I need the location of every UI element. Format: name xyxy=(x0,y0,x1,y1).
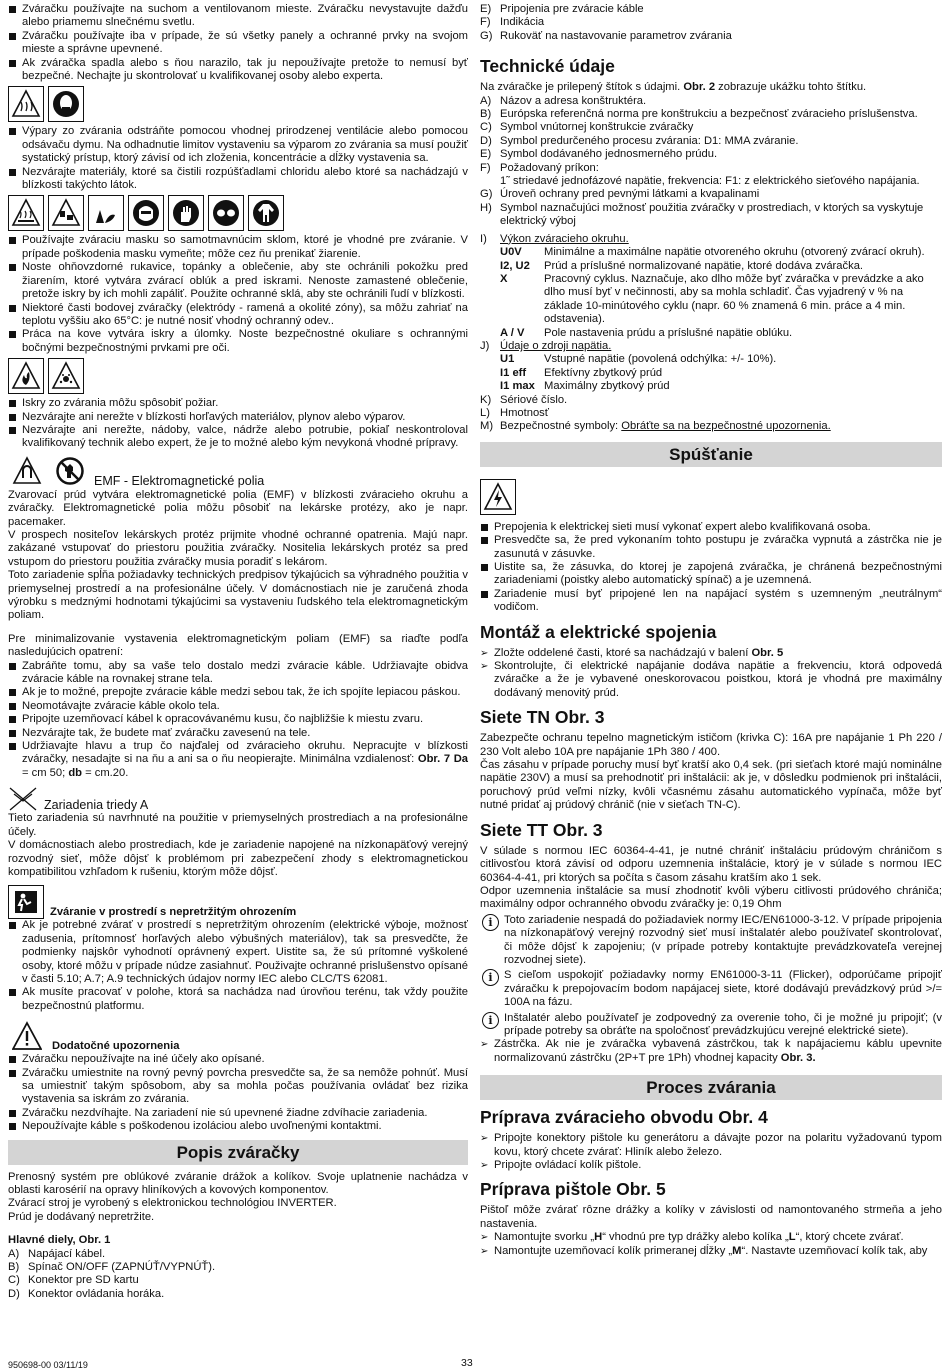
corrosive-warning-icon xyxy=(48,195,84,231)
list-text: Symbol vnútornej konštrukcie zváračky xyxy=(500,121,694,134)
list-text: Konektor ovládania horáka. xyxy=(28,1287,165,1300)
emf-heading xyxy=(8,453,468,489)
list-key: F) xyxy=(480,16,491,29)
respirator-mask-icon xyxy=(48,86,84,122)
spec-term: I2, U2 xyxy=(500,259,530,272)
bullet-item: Nezvárajte ani nerežte v blízkosti horľavých materiálov, plynov alebo výparov. xyxy=(8,411,468,424)
section-heading-montaz: Montáž a elektrické spojenia xyxy=(480,621,717,642)
spec-term: I1 max xyxy=(500,380,535,393)
section-heading-tech: Technické údaje xyxy=(480,56,615,77)
bullet-item: Prepojenia k elektrickej sieti musí vykonať expert alebo kvalifikovaná osoba. xyxy=(480,521,942,534)
list-key: M) xyxy=(480,420,494,433)
paragraph: Zvarovací prúd vytvára elektromagnetické polia (EMF) v blízkosti zváracieho okruhu a zváračky. Elektromagnetické polia môžu pôsobiť na lekárske protézy, ako je napr. pacemaker. xyxy=(8,488,468,528)
list-key: D) xyxy=(480,134,492,147)
right-column xyxy=(480,3,942,1258)
arrow-item: ➢ Skontrolujte, či elektrické napájanie dodáva napätie a frekvenciu, ktorá odpovedá zváračke a že je vybavené oneskorovacou poistkou, ktorá je vhodná pre maximálny dodávaný menovitý prúd. xyxy=(480,660,942,700)
figure-ref: Obr. 3. xyxy=(780,1051,816,1064)
list-key: C) xyxy=(8,1274,20,1287)
arrow-item xyxy=(480,1038,942,1065)
input-spec-table xyxy=(480,353,942,393)
paragraph: Pre minimalizovanie vystavenia elektromagnetickým poliam (EMF) sa riaďte podľa nasledujúcich opatrení: xyxy=(8,632,468,659)
paragraph: Toto zariadenie spĺňa požiadavky technických predpisov týkajúcich sa výhradného použitia v priemyselnej prostredí a na profesionálne účely. V domácnostiach nie je zaručená zhoda výrobku s medznými hodnotami týkajúcimi sa vystaveniu ľudského tela elektromagnetickým poliam. xyxy=(8,569,468,622)
list-text: Spínač ON/OFF (ZAPNÚŤ/VYPNÚŤ). xyxy=(28,1261,216,1274)
arrow-item: ➢ Pripojte ovládací kolík pištole. xyxy=(480,1159,942,1172)
general-warning-icon xyxy=(8,1019,46,1053)
figure-ref: Obr. 7 xyxy=(417,753,451,766)
bullet-item: Niektoré časti bodovej zváračky (elektródy - ramená a okolité zóny), sa môžu zahriať na teplotu vyššiu ako 65°C: je nutné nosiť vhodný ochranný odev.. xyxy=(8,302,468,329)
text: Namontujte svorku „ xyxy=(494,1231,595,1244)
info-icon: i xyxy=(482,969,499,986)
list-text: Symbol dodávaného jednosmerného prúdu. xyxy=(500,148,718,161)
list-key: B) xyxy=(8,1261,20,1274)
spec-desc: Prúd a príslušné normalizované napätie, ktoré dodáva zváračka. xyxy=(544,259,864,272)
figure-ref: Obr. 2 xyxy=(683,81,716,94)
list-key: L) xyxy=(480,406,490,419)
list-text: Napájací kábel. xyxy=(28,1247,106,1260)
gloves-icon xyxy=(168,195,204,231)
text: Namontujte uzemňovací kolík primeranej dĺžky „ xyxy=(494,1244,733,1257)
text: “, ktorý chcete zvárať. xyxy=(795,1231,904,1244)
bullet-item: Ak zváračka spadla alebo s ňou narazilo, tak ju nepoužívajte pretože to nemusí byť bezpečné. Nechajte ju skontrolovať u kvalifikovanej osoby alebo experta. xyxy=(8,57,468,84)
info-text: S cieľom uspokojiť požiadavky normy EN61000-3-11 (Flicker), odporúčame pripojiť zváračku k prepojovacím bodom napájacej siete, ktoré dodávajú prevádzkový prúd >/= 100A na fázu. xyxy=(504,969,942,1009)
list-item xyxy=(8,1288,468,1301)
bullet-item: Pripojte uzemňovací kábel k opracovávanému kusu, čo najbližšie k miestu zvaru. xyxy=(8,713,468,726)
document-code: 950698-00 03/11/19 xyxy=(8,1360,88,1370)
list-key: H) xyxy=(480,201,492,214)
info-note xyxy=(480,914,942,968)
spec-desc: Maximálny zbytkový prúd xyxy=(544,380,670,393)
protective-clothing-icon xyxy=(248,195,284,231)
list-text: Bezpečnostné symboly: xyxy=(500,420,622,433)
list-detail: 1˜ striedavé jednofázové napätie, frekvencia: F1: z elektrického sieťového napájania. xyxy=(500,175,920,188)
paragraph: V prospech nositeľov lekárskych protéz prijmite vhodné ochranné opatrenia. Majú napr. zakázané vstupovať do priestoru použitia zváračky. Nositelia lekárskych protéz sa pred vstupom do priestoru použitia zváračky musia poradiť s lekárom. xyxy=(8,528,468,568)
text: Na zváračke je prilepený štítok s údajmi. xyxy=(480,81,684,94)
list-key: E) xyxy=(480,3,492,15)
list-item xyxy=(480,95,942,108)
list-key: K) xyxy=(480,393,492,406)
bullet-item: Iskry zo zvárania môžu spôsobiť požiar. xyxy=(8,397,468,410)
magnetic-field-warning-icon xyxy=(8,453,46,489)
parts-title: Hlavné diely, Obr. 1 xyxy=(8,1234,111,1247)
bold-term: H xyxy=(594,1231,603,1244)
section-banner-proces: Proces zvárania xyxy=(480,1075,942,1100)
spec-term: A / V xyxy=(500,326,525,339)
environment-hazard-icon xyxy=(88,195,124,231)
section-heading-priprava-okruh: Príprava zváracieho obvodu Obr. 4 xyxy=(480,1107,768,1128)
list-item xyxy=(480,3,942,16)
spec-desc: Vstupné napätie (povolená odchýlka: +/- 10%). xyxy=(544,353,777,366)
list-item xyxy=(480,121,942,134)
list-text: Požadovaný príkon: xyxy=(500,161,599,174)
section-banner-popis: Popis zváračky xyxy=(8,1140,468,1165)
info-icon: i xyxy=(482,1012,499,1029)
bullet-item: Nezvárajte ani nerežte, nádoby, valce, nádrže alebo potrubie, pokiaľ neskontroloval kvalifikovaný technik alebo expert, že je to možné alebo kým nevykoná vhodné prípravy. xyxy=(8,424,468,451)
list-text: Výkon zváracieho okruhu. xyxy=(500,232,629,245)
class-a-title: Zariadenia triedy A xyxy=(44,797,149,812)
text: “ vhodnú pre typ drážky alebo kolíka „ xyxy=(602,1231,789,1244)
text: Zástrčka. Ak nie je zváračka vybavená zástrčkou, tak k napájaciemu káblu upevnite normalizovanú zástrčku (2P+T pre 1Ph) vhodnej kapacity xyxy=(494,1038,942,1064)
bullet-item: Zváračku umiestnite na rovný pevný povrcha presvedčte sa, že sa nemôže pohnúť. Musí sa umiestniť takým spôsobom, aby sa mohla počas používania ovládať bez rizika vystavenia sa iskrám zo zvárania. xyxy=(8,1067,468,1107)
list-item xyxy=(480,188,942,201)
bullet-text: Udržiavajte hlavu a trup čo najďalej od zváracieho okruhu. Nepracujte v blízkosti zváračky, nesadajte si na ňu a ani sa o ňu neopierajte. Minimálna vzdialenosť: xyxy=(22,740,468,766)
shock-title: Zváranie v prostredí s nepretržitým ohrozením xyxy=(50,905,297,918)
spec-desc: Pole nastavenia prúdu a príslušné napätie oblúku. xyxy=(544,326,793,339)
bullet-item: Ak je to možné, prepojte zváracie káble medzi sebou tak, že ich spojíte lepiacou páskou. xyxy=(8,686,468,699)
figure-ref: Obr. 5 xyxy=(751,646,784,659)
list-text: Hmotnosť xyxy=(500,406,549,419)
list-text: Symbol naznačujúci možnosť použitia zváračky v prostrediach, v ktorých sa vyskytuje elektrický výboj xyxy=(500,201,924,228)
list-text: Symbol predurčeného procesu zvárania: D1: MMA zváranie. xyxy=(500,134,799,147)
bullet-item: Ak je potrebné zvárať v prostredí s nepretržitým ohrozením (elektrické výboje, možnosť zadusenia, prítomnosť horľavých alebo výbušných materiálov), tak sa presvedčte, že podmienky najskôr vyhodnotí oprávnený expert. Uistite sa, že sú prítomné vyškolené osoby, ktoré môžu v prípade núdze zasiahnuť. Použivajte ochranné prislušenstvo opísané v časti 5.10; A.7; A.9 technických údajov normy IEC alebo CLC/TS 62081. xyxy=(8,919,468,986)
list-item xyxy=(480,420,942,433)
list-item xyxy=(8,1261,468,1274)
bullet-item: Používajte zváraciu masku so samotmavnúcim sklom, ktoré je vhodné pre zváranie. V prípade poškodenia masku vymeňte; môže cez ňu prenikať žiarenie. xyxy=(8,234,468,261)
list-item xyxy=(480,16,942,29)
bullet-item: Zariadenie musí byť pripojené len na napájací systém s uzemneným „neutrálnym“ vodičom. xyxy=(480,588,942,615)
bullet-item: Ak musíte pracovať v polohe, ktorá sa nachádza nad úrovňou terénu, tak vždy použite bezpečnostnú platformu. xyxy=(8,986,468,1013)
list-item xyxy=(480,202,942,229)
paragraph: Pištoľ môže zvárať rôzne drážky a kolíky v závislosti od namontovaného strmeňa a jeho nastavenia. xyxy=(480,1204,942,1230)
bullet-item: Zváračku používajte iba v prípade, že sú všetky panely a ochranné prvky na svojom mieste a správne upevnené. xyxy=(8,30,468,57)
section-heading-tn: Siete TN Obr. 3 xyxy=(480,707,605,728)
extra-warnings-heading xyxy=(8,1019,468,1053)
bullet-text: = cm.20. xyxy=(82,766,129,779)
list-item xyxy=(480,108,942,121)
list-key: B) xyxy=(480,108,492,121)
spec-term: I1 eff xyxy=(500,366,527,379)
spec-desc: Efektívny zbytkový prúd xyxy=(544,366,663,379)
emf-title: EMF - Elektromagnetické polia xyxy=(94,474,265,489)
paragraph xyxy=(480,81,942,94)
fire-warning-icons xyxy=(8,358,468,394)
electric-hazard-warning-icon xyxy=(480,479,516,515)
list-key: I) xyxy=(480,232,487,245)
list-text: Údaje o zdroji napätia. xyxy=(500,339,612,352)
no-pacemaker-icon xyxy=(52,453,88,489)
bullet-item: Presvedčte sa, že pred vykonaním tohto postupu je zváračka vypnutá a zástrčka nie je zasunutá v zásuvke. xyxy=(480,534,942,561)
list-key: C) xyxy=(480,121,492,134)
list-text: Sériové číslo. xyxy=(500,393,568,406)
paragraph: V súlade s normou IEC 60364-4-41, je nutné chrániť inštaláciu prúdovým chráničom s citlivosťou ktorá závisí od odporu uzemnenia inštalácie, ktorý je v súlade s normou IEC 60364-4-41, pri ktorých sa počíta s časom zásahu kratším ako 1 sek. xyxy=(480,844,942,884)
list-text: Úroveň ochrany pred pevnými látkami a kvapalinami xyxy=(500,188,760,201)
ppe-icons xyxy=(8,195,468,231)
list-item xyxy=(480,233,942,246)
spec-term: U0V xyxy=(500,246,522,259)
page-number: 33 xyxy=(461,1357,473,1369)
list-item xyxy=(480,148,942,161)
bullet-item: Neomotávajte zváracie káble okolo tela. xyxy=(8,700,468,713)
info-note xyxy=(480,1012,942,1039)
hot-surface-warning-icon xyxy=(8,195,44,231)
bullet-item: Zváračku používajte na suchom a ventilovanom mieste. Zváračku nevystavujte dažďu alebo priamemu slnečnému svetlu. xyxy=(8,3,468,30)
bullet-text: = cm 50; xyxy=(22,766,69,779)
bold-term: L xyxy=(788,1231,796,1244)
bold-term: Da xyxy=(453,753,469,766)
list-text: Európska referenčná norma pre konštrukciu a bezpečnosť zváracieho príslušenstva. xyxy=(500,108,918,121)
section-banner-spustanie: Spúšťanie xyxy=(480,442,942,467)
list-text: Konektor pre SD kartu xyxy=(28,1274,139,1287)
paragraph: Zabezpečte ochranu tepelno magnetickým ističom (krivka C): 16A pre napájanie 1 Ph 220 / 230 Volt alebo 10A pre napájanie 1Ph 380 / 400. xyxy=(480,732,942,758)
paragraph: V domácnostiach alebo prostrediach, kde je zariadenie napojené na nízkonapäťový verejný rozvodný sieť, môže dôjsť k problémom pri zabezpečení zhody s elektromagnetickou kompatibilitou vzhľadom k rušeniu, ktorým môže dôjsť. xyxy=(8,839,468,878)
shock-heading xyxy=(8,885,468,919)
arrow-item xyxy=(480,1245,942,1258)
list-text: Rukoväť na nastavovanie parametrov zvárania xyxy=(500,29,732,42)
explosion-hazard-icon xyxy=(48,358,84,394)
arrow-item: ➢ Pripojte konektory pištole ku generátoru a dávajte pozor na polaritu vyžadovanú typom kovu, ktorý chcete zvárať: Hliník alebo železo. xyxy=(480,1132,942,1159)
text: Zložte oddelené časti, ktoré sa nachádzajú v balení xyxy=(494,646,752,659)
safety-goggles-icon xyxy=(208,195,244,231)
list-key: G) xyxy=(480,29,493,42)
paragraph: Čas zásahu v prípade poruchy musí byť kratší ako 0,4 sek. (pri sieťach ktoré majú nominálne napätie 230V) a musí sa prehodnotiť pri inštalácii: ak je, v dôsledku podmienok pri inštalácii, poruchový prúd veľmi nízky, kvôli včasnému zásahu automatického vypínača, môže byť nutné pridať aj prúdový chránič (nie v sieťach TN-C). xyxy=(480,759,942,812)
paragraph: Tieto zariadenia sú navrhnuté na použitie v priemyselných prostrediach a na profesionálne účely. xyxy=(8,812,468,838)
bullet-item: Noste ohňovzdorné rukavice, topánky a oblečenie, aby ste ochránili pokožku pred žiarením, ktoré vytvára zvárací oblúk a pred iskrami. Nenoste zamastené oblečenie, pretože iskry by ich mohli zapáliť. Použite ochranné sklá, aby ste ochránili ľudí v blízkosti. xyxy=(8,261,468,301)
paragraph: Zvárací stroj je vyrobený s elektronickou technológiou INVERTER. xyxy=(8,1197,337,1210)
spec-desc: Pracovný cyklus. Naznačuje, ako dlho môže byť zváračka v prevádzke a ako dlho musí byť v nečinnosti, aby sa mohla schladiť. Čas vyjadrený v % na základe 10-minútového cyklu (napr. 60 % znamená 6 min. práce a 4 min. odstavenia). xyxy=(544,272,924,326)
info-text: Toto zariadenie nespadá do požiadaviek normy IEC/EN61000-3-12. V prípade pripojenia na nízkonapäťový verejný rozvodný sieť musí inštalatér alebo používateľ skontrolovať, či môže dôjsť k zapojeniu; (v prípade potreby kontaktujte prevádzkovateľa verejnej rozvodnej siete). xyxy=(504,913,942,966)
bullet-item: Nezvárajte materiály, ktoré sa čistili rozpúšťadlami chloridu alebo ktoré sa nachádzajú v blízkosti takýchto látok. xyxy=(8,166,468,193)
bullet-item: Zváračku nezdvíhajte. Na zariadení nie sú upevnené žiadne zdvíhacie zariadenia. xyxy=(8,1107,468,1120)
bullet-item: Nepoužívajte káble s poškodenou izoláciou alebo uvoľnenými kontaktmi. xyxy=(8,1120,468,1133)
spec-term: U1 xyxy=(500,353,515,366)
bullet-item: Zabráňte tomu, aby sa vaše telo dostalo medzi zváracie káble. Udržiavajte obidva zváracie káble na rovnakej strane tela. xyxy=(8,660,468,687)
welding-helmet-icon xyxy=(128,195,164,231)
list-key: G) xyxy=(480,188,493,201)
arrow-item xyxy=(480,1231,942,1244)
list-key: F) xyxy=(480,161,491,174)
list-item xyxy=(8,1248,468,1261)
bold-term: M xyxy=(732,1244,742,1257)
list-item xyxy=(480,30,942,43)
bullet-item: Výpary zo zvárania odstráňte pomocou vhodnej prirodzenej ventilácie alebo pomocou odsávaču dymu. Na odhadnutie limitov vystaveniu sa výparom zo zvárania sa musí použiť systatický prístup, ktorý závisí od ich zloženia, koncentrácie a dĺžky vystavenia sa. xyxy=(8,125,468,165)
toxic-fumes-warning-icon xyxy=(8,86,44,122)
info-text: Inštalatér alebo používateľ je zodpovedný za overenie toho, či je možné ju pripojiť; (v prípade potreby sa obráťte na spoločnosť prevádzkujúcu verejné elektrické siete). xyxy=(504,1011,942,1037)
arrow-item xyxy=(480,647,942,660)
list-key: D) xyxy=(8,1287,20,1300)
list-key: A) xyxy=(480,94,492,107)
list-text: Pripojenia pre zváracie káble xyxy=(500,3,644,15)
class-a-heading xyxy=(8,786,468,812)
list-item xyxy=(480,407,942,420)
list-item xyxy=(480,340,942,353)
bullet-item: Zváračku nepoužívajte na iné účely ako opísané. xyxy=(8,1053,468,1066)
electric-shock-hazard-icon xyxy=(8,885,44,919)
section-heading-tt: Siete TT Obr. 3 xyxy=(480,819,603,840)
list-item xyxy=(480,162,942,175)
bullet-item: Nezvárajte tak, že budete mať zváračku zavesenú na tele. xyxy=(8,727,468,740)
bullet-item: Práca na kove vytvára iskry a úlomky. Noste bezpečnostné okuliare s ochrannými bočnými bezpečnostnými prvkami pre oči. xyxy=(8,328,468,355)
list-text: Indikácia xyxy=(500,16,545,29)
list-key: A) xyxy=(8,1247,20,1260)
list-item xyxy=(480,394,942,407)
bullet-item: Uistite sa, že zásuvka, do ktorej je zapojená zváračka, je chránená bezpečnostnými zariadeniami (poistky alebo automatický spínač) a je uzemnená. xyxy=(480,561,942,588)
bold-term: db xyxy=(68,766,82,779)
list-text-link: Obráťte sa na bezpečnostné upozornenia. xyxy=(621,420,831,433)
fire-hazard-icon xyxy=(8,358,44,394)
list-key: J) xyxy=(480,339,490,352)
section-heading-priprava-pistole: Príprava pištole Obr. 5 xyxy=(480,1179,666,1200)
list-item xyxy=(480,135,942,148)
output-spec-table xyxy=(480,246,942,340)
left-column xyxy=(8,3,468,1301)
extra-warnings-title: Dodatočné upozornenia xyxy=(52,1039,180,1052)
spec-desc: Minimálne a maximálne napätie otvoreného okruhu (otvorený zvárací okruh). xyxy=(544,246,925,259)
paragraph: Odpor uzemnenia inštalácie sa musí zhodnotiť kvôli výberu citlivosti prúdového chrániča; maximálny odpor ochranného obvodu zváračky je: 0,19 Ohm xyxy=(480,884,942,911)
paragraph: Prúd je dodávaný nepretržite. xyxy=(8,1210,155,1223)
text: zobrazuje ukážku tohto štítku. xyxy=(715,81,867,94)
fume-warning-icons xyxy=(8,86,468,122)
paragraph: Prenosný systém pre oblúkové zváranie drážok a kolíkov. Svoje uplatnenie nachádza v oblasti karosérií na opravy hliníkových a kovových komponentov. xyxy=(8,1170,468,1196)
class-a-crossed-icon xyxy=(8,786,38,812)
spec-term: X xyxy=(500,272,508,285)
info-note xyxy=(480,969,942,1009)
list-key: E) xyxy=(480,148,492,161)
list-item xyxy=(8,1274,468,1287)
info-icon: i xyxy=(482,914,499,931)
list-text: Názov a adresa konštruktéra. xyxy=(500,94,647,107)
bullet-item xyxy=(8,740,468,780)
text: “. Nastavte uzemňovací kolík tak, aby xyxy=(741,1244,928,1257)
